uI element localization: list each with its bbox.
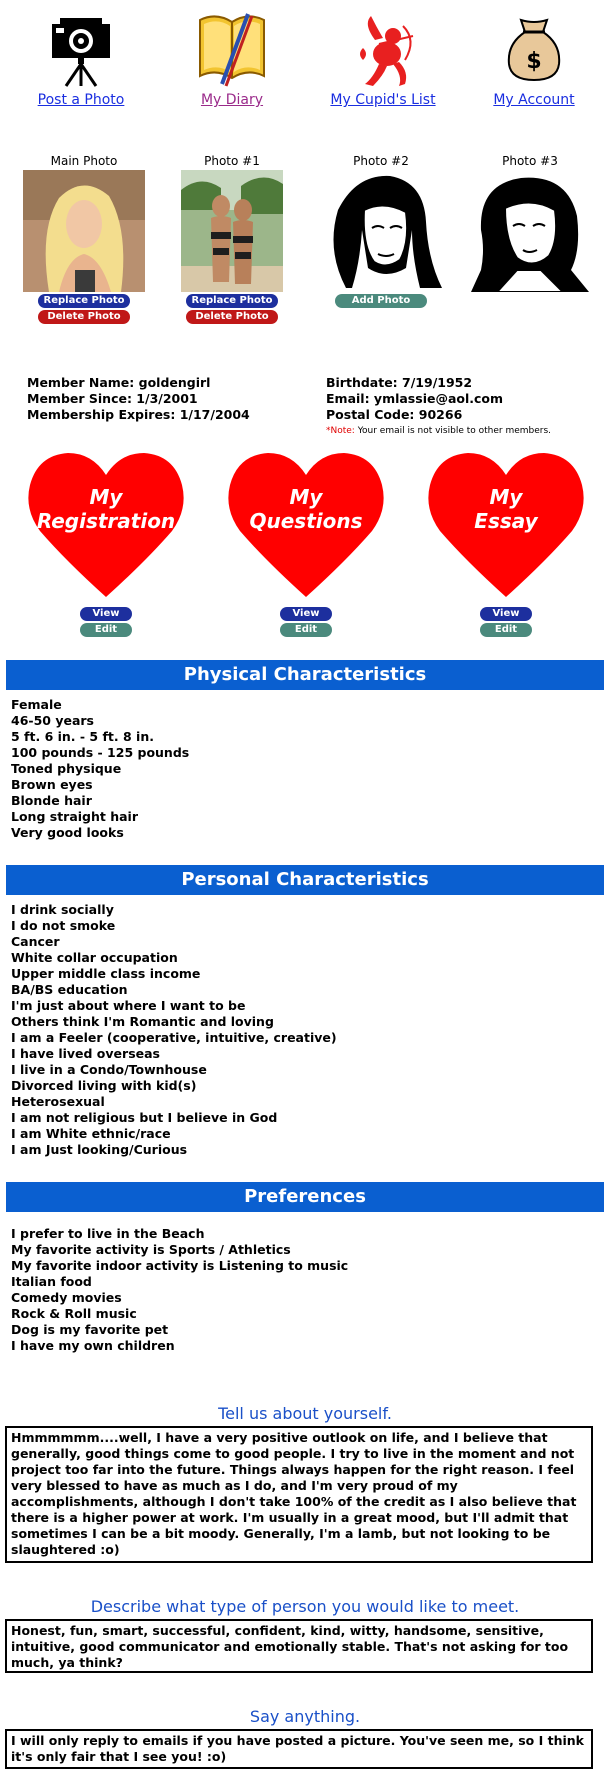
list-item: I am a Feeler (cooperative, intuitive, creative) xyxy=(11,1030,337,1045)
personal-characteristics-list xyxy=(11,902,337,1158)
member-name: Member Name: goldengirl xyxy=(27,375,211,390)
essay-answer-say-anything: I will only reply to emails if you have posted a picture. You've seen me, so I think it's only fair that I see you! :o) xyxy=(5,1729,593,1769)
membership-expires: Membership Expires: 1/17/2004 xyxy=(27,407,250,422)
list-item: Blonde hair xyxy=(11,793,92,808)
svg-text:$: $ xyxy=(526,49,542,74)
essay-heart[interactable] xyxy=(426,449,586,637)
list-item: My favorite indoor activity is Listening to music xyxy=(11,1258,349,1273)
photo-slot-main xyxy=(9,154,159,324)
replace-main-photo-button[interactable]: Replace Photo xyxy=(38,294,130,308)
edit-essay-button[interactable]: Edit xyxy=(480,623,532,637)
main-photo-image xyxy=(23,170,145,292)
email: Email: ymlassie@aol.com xyxy=(326,391,504,406)
note-text: Your email is not visible to other members. xyxy=(354,426,552,436)
list-item: I am not religious but I believe in God xyxy=(11,1110,278,1125)
heart-label-line2: Questions xyxy=(249,509,363,533)
camera-icon[interactable] xyxy=(46,10,116,88)
heart-label-line2: Essay xyxy=(474,509,538,533)
note-label: *Note: xyxy=(326,426,355,436)
photo-slot-1 xyxy=(157,154,307,324)
personal-characteristics-header: Personal Characteristics xyxy=(6,865,604,895)
member-info-left xyxy=(27,375,250,423)
nav-my-diary[interactable] xyxy=(167,10,297,108)
list-item: I have my own children xyxy=(11,1338,175,1353)
essay-question-about-yourself: Tell us about yourself. xyxy=(218,1404,392,1423)
list-item: Divorced living with kid(s) xyxy=(11,1078,197,1093)
photo-1-image xyxy=(181,170,283,292)
list-item: I do not smoke xyxy=(11,918,116,933)
list-item: Cancer xyxy=(11,934,60,949)
list-item: Toned physique xyxy=(11,761,122,776)
email-note xyxy=(326,423,551,439)
questions-heart[interactable] xyxy=(226,449,386,637)
photo-2-placeholder-image xyxy=(316,170,446,292)
list-item: I drink socially xyxy=(11,902,114,917)
photo-3-placeholder-image xyxy=(471,170,589,292)
list-item: I live in a Condo/Townhouse xyxy=(11,1062,207,1077)
preferences-header: Preferences xyxy=(6,1182,604,1212)
heart-label xyxy=(426,485,586,533)
list-item: BA/BS education xyxy=(11,982,128,997)
list-item: I am Just looking/Curious xyxy=(11,1142,188,1157)
add-photo-button[interactable]: Add Photo xyxy=(335,294,427,308)
list-item: Heterosexual xyxy=(11,1094,105,1109)
view-registration-button[interactable]: View xyxy=(80,607,132,621)
list-item: Upper middle class income xyxy=(11,966,201,981)
nav-post-photo[interactable] xyxy=(16,10,146,108)
heart-label xyxy=(226,485,386,533)
list-item: I have lived overseas xyxy=(11,1046,160,1061)
photo-slot-2 xyxy=(306,154,456,308)
essay-question-person-to-meet: Describe what type of person you would like to meet. xyxy=(90,1597,520,1616)
list-item: Rock & Roll music xyxy=(11,1306,137,1321)
list-item: Comedy movies xyxy=(11,1290,122,1305)
photo-caption: Photo #3 xyxy=(502,154,558,168)
list-item: 100 pounds - 125 pounds xyxy=(11,745,190,760)
edit-registration-button[interactable]: Edit xyxy=(80,623,132,637)
heart-label xyxy=(26,485,186,533)
heart-label-line1: My xyxy=(89,485,123,509)
view-questions-button[interactable]: View xyxy=(280,607,332,621)
essay-answer-person-to-meet: Honest, fun, smart, successful, confident, kind, witty, handsome, sensitive, intuitive, good communicator and emotionally stable. That's not asking for too much, ya think? xyxy=(5,1619,593,1673)
list-item: I'm just about where I want to be xyxy=(11,998,246,1013)
heart-label-line2: Registration xyxy=(36,509,176,533)
cupids-list-link[interactable]: My Cupid's List xyxy=(330,92,436,108)
nav-my-account[interactable] xyxy=(469,10,599,108)
my-diary-link[interactable]: My Diary xyxy=(200,92,264,108)
list-item: Brown eyes xyxy=(11,777,93,792)
list-item: Others think I'm Romantic and loving xyxy=(11,1014,274,1029)
diary-icon[interactable] xyxy=(192,10,272,88)
essay-question-say-anything: Say anything. xyxy=(249,1707,361,1726)
photo-caption: Photo #2 xyxy=(353,154,409,168)
list-item: I am White ethnic/race xyxy=(11,1126,171,1141)
list-item: I prefer to live in the Beach xyxy=(11,1226,205,1241)
registration-heart[interactable] xyxy=(26,449,186,637)
postal-code: Postal Code: 90266 xyxy=(326,407,463,422)
essay-answer-about-yourself: Hmmmmmm....well, I have a very positive outlook on life, and I believe that generally, good things come to good people. I try to live in the moment and not project too far into the future. Things always happen for the right reason. I feel very blessed to have as much as I do, and I'm very proud of my accomplishments, although I don't take 100% of the credit as I also believe that there is a higher power at work. I'm usually in a great mood, but I'll admit that sometimes I can be a bit moody. Generally, I'm a lamb, but not looking to be slaughtered :o) xyxy=(5,1426,593,1563)
delete-photo-1-button[interactable]: Delete Photo xyxy=(186,310,278,324)
list-item: 46-50 years xyxy=(11,713,94,728)
physical-characteristics-list xyxy=(11,697,189,841)
list-item: Dog is my favorite pet xyxy=(11,1322,169,1337)
member-info-right xyxy=(326,375,551,439)
cupid-icon[interactable] xyxy=(343,10,423,88)
heart-label-line1: My xyxy=(289,485,323,509)
birthdate: Birthdate: 7/19/1952 xyxy=(326,375,473,390)
edit-questions-button[interactable]: Edit xyxy=(280,623,332,637)
photo-caption: Main Photo xyxy=(50,154,118,168)
replace-photo-1-button[interactable]: Replace Photo xyxy=(186,294,278,308)
preferences-list xyxy=(11,1226,348,1354)
list-item: Italian food xyxy=(11,1274,92,1289)
physical-characteristics-header: Physical Characteristics xyxy=(6,660,604,690)
list-item: 5 ft. 6 in. - 5 ft. 8 in. xyxy=(11,729,154,744)
list-item: Long straight hair xyxy=(11,809,139,824)
list-item: My favorite activity is Sports / Athletics xyxy=(11,1242,291,1257)
heart-label-line1: My xyxy=(489,485,523,509)
delete-main-photo-button[interactable]: Delete Photo xyxy=(38,310,130,324)
list-item: Very good looks xyxy=(11,825,124,840)
list-item: White collar occupation xyxy=(11,950,178,965)
nav-cupids-list[interactable] xyxy=(318,10,448,108)
view-essay-button[interactable]: View xyxy=(480,607,532,621)
post-photo-link[interactable]: Post a Photo xyxy=(37,92,125,108)
list-item: Female xyxy=(11,697,62,712)
money-bag-icon[interactable] xyxy=(499,10,569,88)
member-since: Member Since: 1/3/2001 xyxy=(27,391,198,406)
photo-slot-3 xyxy=(455,154,605,292)
my-account-link[interactable]: My Account xyxy=(493,92,575,108)
photo-caption: Photo #1 xyxy=(204,154,260,168)
